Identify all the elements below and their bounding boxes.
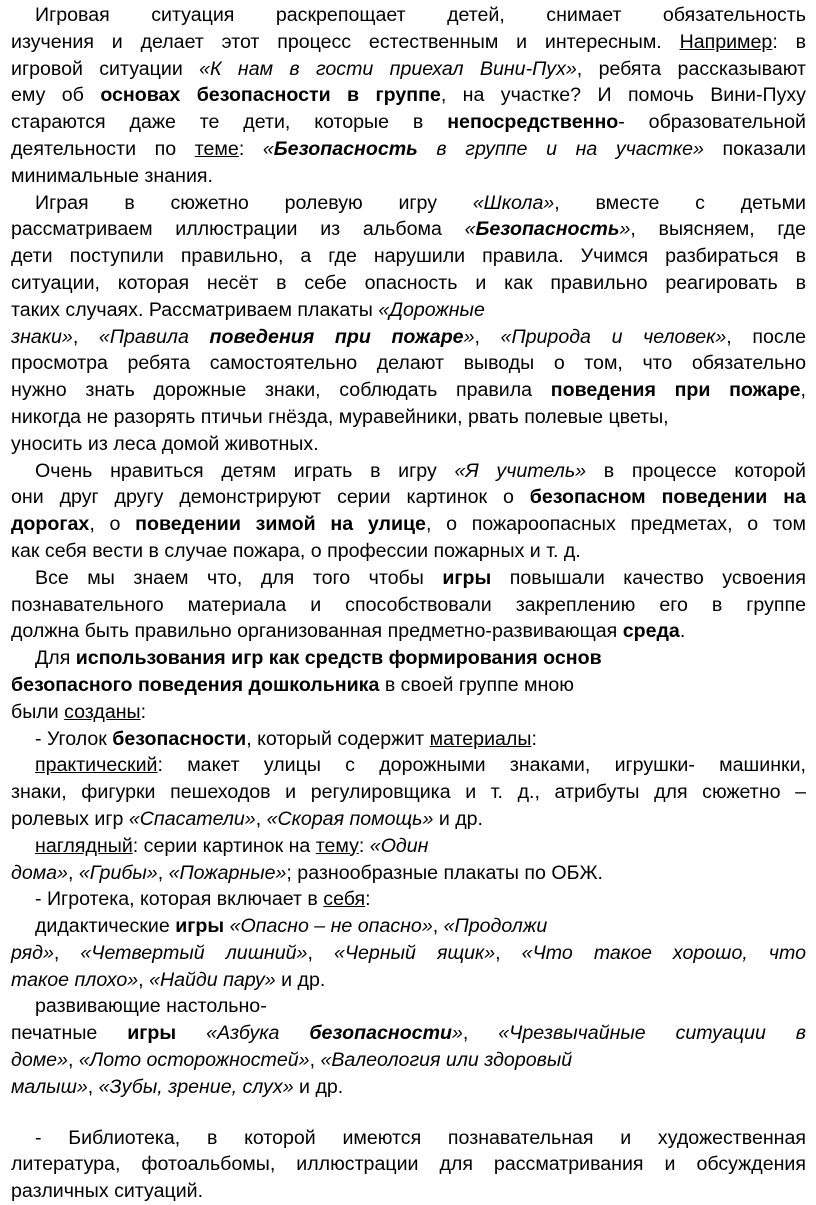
text-run: , [255,807,267,830]
text-run: ему об [11,84,101,107]
text-run: Безопасность [475,218,620,241]
text-run: просмотра ребята самостоятельно делают выводы о том, что обязательно [11,352,806,375]
text-run: показали [703,137,806,160]
text-run: знаки» [11,325,73,348]
text-line [11,109,806,136]
text-run: : [358,834,370,857]
text-run: «Я учитель» [454,459,587,482]
text-run: , на участке? И помочь Вини-Пуху [440,84,806,107]
paragraph [11,993,806,1100]
text-run: никогда не разорять птичьи гнёзда, муравейники, рвать полевые цветы, [11,405,669,428]
text-run: «Чрезвычайные ситуации в [498,1022,807,1045]
text-line [11,324,806,351]
text-run: : макет улицы с дорожными знаками, игрушки- машинки, [157,754,806,777]
text-run: таких случаях. Рассматриваем плакаты [11,298,379,321]
text-run: . [679,620,686,643]
text-run: безопасности [112,727,247,750]
text-run: повышали качество усвоения [491,566,807,589]
text-run: «Грибы» [78,861,158,884]
paragraph [11,1125,806,1205]
text-run: дорогах [11,513,90,536]
text-run: тему [315,834,359,857]
text-line [11,779,806,806]
text-run: и др. [275,968,326,991]
text-line [11,511,806,538]
text-run: безопасного поведения дошкольника [11,673,380,696]
text-run: «Спасатели» [128,807,256,830]
text-line [11,163,806,190]
text-run: » [463,325,475,348]
text-run: , [474,325,501,348]
text-run: дети поступили правильно, а где нарушили правила. Учимся разбираться в [11,245,806,268]
text-run: « [262,137,274,160]
text-run: изучения и делает этот процесс естественным и интересным. [11,30,680,53]
text-run: доме» [11,1049,68,1072]
text-run: игры [175,915,225,938]
text-run: , о [89,513,136,536]
text-run: , [67,861,79,884]
text-run: были [11,700,65,723]
text-run: должна быть правильно организованная предметно-развивающая [11,620,623,643]
text-line [11,190,806,217]
text-run: использования игр как средств формирования основ [75,647,602,670]
text-run: «Валеология или здоровый [320,1049,573,1072]
text-run: «Что такое хорошо, что [521,941,806,964]
text-run: поведения при пожаре [209,325,464,348]
text-line [11,136,806,163]
text-line [11,618,806,645]
text-line [11,297,806,324]
text-run: игры [442,566,492,589]
text-run: , [307,941,334,964]
paragraph [11,752,806,832]
text-run: : [531,727,537,750]
text-run: , [67,1049,79,1072]
text-run [176,1022,206,1044]
text-line [11,56,806,83]
text-line [11,29,806,56]
text-run: дидактические [35,915,176,938]
text-line [11,538,806,565]
text-run: ситуации, которая несёт в себе опасность и как правильно реагировать в [11,271,806,294]
text-run: Безопасность [273,137,418,160]
text-run: печатные [11,1022,128,1045]
text-line [11,216,806,243]
text-run: развивающие настольно- [35,995,267,1018]
text-run: ; разнообразные плакаты по ОБЖ. [286,861,604,884]
text-line [11,1178,806,1205]
text-run: игровой ситуации [11,57,200,80]
text-run: : [140,700,147,723]
text-run: поведения при пожаре [550,379,801,402]
text-run: нужно знать дорожные знаки, соблюдать правила [11,379,551,402]
text-line [11,940,806,967]
text-run: в своей группе мною [379,673,574,696]
text-run: «Пожарные» [168,861,287,884]
text-run: непосредственно [447,111,619,134]
text-line [11,833,806,860]
document-body [11,2,806,1205]
text-run: , [309,1049,321,1072]
text-run: , [157,861,169,884]
text-run: «Один [369,834,429,857]
text-run: литература, фотоальбомы, иллюстрации для рассматривания и обсуждения [11,1153,806,1176]
text-run: » [451,1022,463,1045]
text-run: основах безопасности в группе [100,84,441,107]
text-run: практический [35,754,158,777]
text-run: , ребята рассказывают [576,57,807,80]
text-line [11,431,806,458]
text-run: , выясняем, где [630,218,806,241]
text-run: в процессе которой [586,459,806,482]
text-run: в группе и на участке» [417,137,704,160]
text-run: безопасности [309,1022,452,1045]
paragraph [11,2,806,190]
text-run: стараются даже те дети, которые в [11,111,448,134]
text-run: среда [622,620,680,643]
text-line [11,565,806,592]
text-run: созданы [64,700,141,723]
text-run: рассматриваем иллюстрации из альбома [11,218,465,241]
text-run: «Дорожные [378,298,485,321]
paragraph [11,565,806,645]
text-run: - Игротека, которая включает в [35,888,324,911]
text-run: « [464,218,476,241]
text-run: себя [323,888,366,911]
text-line [11,886,806,913]
text-run: Для [35,647,76,670]
text-run: , [800,379,806,402]
text-line [11,726,806,753]
text-run: , [72,325,99,348]
text-run: ролевых игр [11,807,129,830]
text-run: игры [127,1022,177,1045]
text-run: Например [679,30,773,53]
text-run: «Азбука [206,1022,310,1045]
text-line [11,672,806,699]
text-line [11,2,806,29]
text-line [11,967,806,994]
text-run: материалы [429,727,532,750]
text-run: познавательного материала и способствовали закреплению его в группе [11,593,806,616]
text-run: «Лото осторожностей» [78,1049,310,1072]
text-line [11,860,806,887]
paragraph [11,645,806,725]
text-run: , о пожароопасных предметах, о том [425,513,807,536]
text-run: Очень нравиться детям играть в игру [35,459,455,482]
text-run: «Правила [98,325,210,348]
text-run: ряд» [11,941,54,964]
text-run: «Природа и человек» [500,325,727,348]
text-run: , [138,968,150,991]
text-run: , после [726,325,807,348]
text-run: : серии картинок на [132,834,316,857]
text-run: : [238,137,263,160]
text-line [11,806,806,833]
text-run: безопасном поведении на [529,486,806,509]
text-line [11,1020,806,1047]
text-line [11,484,806,511]
text-line [11,458,806,485]
text-run: дома» [11,861,68,884]
paragraph-gap [11,1101,806,1125]
text-run: «Скорая помощь» [266,807,434,830]
text-run: «Опасно – не опасно» [229,915,433,938]
text-line [11,645,806,672]
text-line [11,913,806,940]
paragraph [11,190,806,458]
text-run: «Продолжи [443,915,548,938]
text-line [11,270,806,297]
text-run: «Зубы, зрение, слух» [98,1075,294,1098]
paragraph [11,458,806,565]
paragraph [11,913,806,993]
text-run: «Черный ящик» [333,941,496,964]
text-run: как себя вести в случае пожара, о профессии пожарных и т. д. [11,539,581,562]
text-run: «К нам в гости приехал Вини-Пух» [199,57,577,80]
text-run: , вместе с детьми [554,191,806,214]
text-run: различных ситуаций. [11,1180,204,1203]
text-run: «Четвертый лишний» [80,941,308,964]
text-run: и др. [293,1075,344,1098]
text-line [11,377,806,404]
paragraph [11,833,806,887]
text-run: наглядный [35,834,133,857]
text-run: Игровая ситуация раскрепощает детей, снимает обязательность [35,4,806,26]
text-run: , [87,1075,99,1098]
text-run: , [495,941,522,964]
text-line [11,404,806,431]
text-line [11,752,806,779]
text-line [11,1125,806,1152]
text-run: такое плохо» [11,968,139,991]
text-run: Играя в сюжетно ролевую игру [35,191,473,214]
text-line [11,1074,806,1101]
text-run: «Школа» [472,191,555,214]
text-run: : [365,888,371,911]
text-run: и др. [433,807,483,830]
text-run: минимальные знания. [11,164,213,187]
text-run: теме [194,137,239,160]
text-run: - Уголок [35,727,113,750]
text-run: знаки, фигурки пешеходов и регулировщика и т. д., атрибуты для сюжетно – [11,781,806,804]
paragraph [11,726,806,753]
text-run: Все мы знаем что, для того чтобы [35,566,443,589]
text-run: деятельности по [11,137,195,160]
text-line [11,592,806,619]
text-line [11,243,806,270]
text-line [11,82,806,109]
text-run: , который содержит [246,727,430,750]
text-run: : в [772,30,807,53]
text-run: они друг другу демонстрируют серии картинок о [11,486,530,509]
text-line [11,1151,806,1178]
paragraph [11,886,806,913]
text-line [11,699,806,726]
text-line [11,350,806,377]
text-run: малыш» [11,1075,88,1098]
text-run: , [462,1022,499,1045]
text-run: - Библиотека, в которой имеются познавательная и художественная [35,1126,806,1149]
text-run: - образовательной [618,111,806,134]
text-run: «Найди пару» [149,968,276,991]
text-line [11,1047,806,1074]
text-run: , [432,915,444,938]
text-run: уносить из леса домой животных. [11,432,319,455]
text-line [11,993,806,1020]
text-run: » [619,218,631,241]
text-run: поведении зимой на улице [135,513,426,536]
text-run: , [53,941,81,964]
